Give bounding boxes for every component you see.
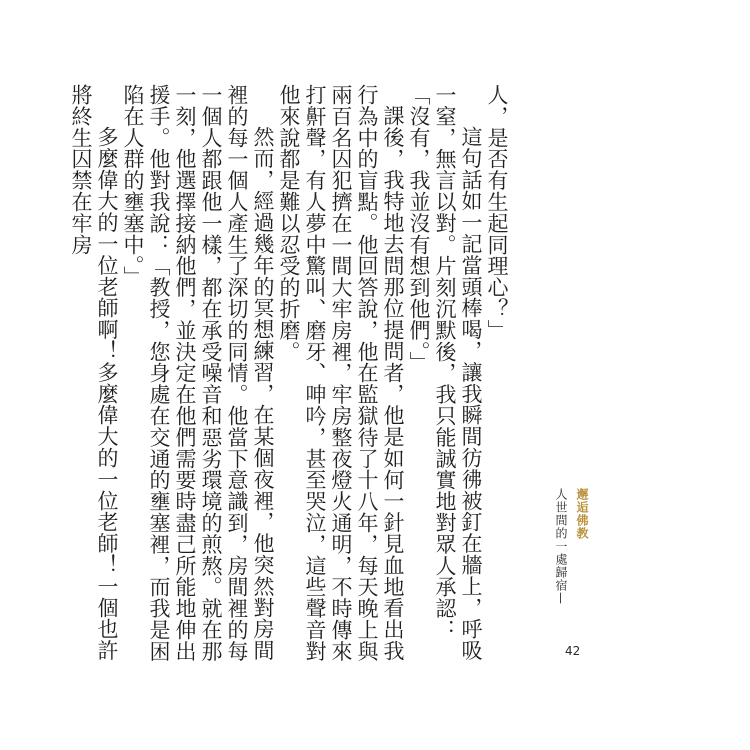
- header-divider: —: [554, 592, 568, 605]
- chapter-header: [553, 488, 570, 668]
- paragraph-4: 然而，經過幾年的冥想練習，在某個夜裡，他突然對房間裡的每一個人產生了深切的同情。他當下意識到，房間裡的每一個人都跟他一樣，都在承受噪音和惡劣環境的煎熬。就在那一刻，他選擇接納他們，並決定在他們需要時盡己所能地伸出援手。他對我說：「教授，您身處在交通的壅塞裡，而我是困陷在人群的壅塞中。」: [121, 84, 275, 662]
- series-title: 邂逅佛教: [575, 488, 589, 540]
- paragraph-5: 多麼偉大的一位老師啊！多麼偉大的一位老師！一個也許將終生囚禁在牢房: [69, 84, 119, 661]
- paragraph-2: 這句話如一記當頭棒喝，讓我瞬間彷彿被釘在牆上，呼吸一窒，無言以對。片刻沉默後，我只能誠實地對眾人承認：「沒有，我並沒有想到他們。」: [407, 84, 483, 661]
- page-number: 42: [565, 644, 581, 658]
- paragraph-1: 人，是否有生起同理心？」: [485, 84, 509, 341]
- body-text: [69, 84, 510, 674]
- running-header: [554, 488, 591, 668]
- paragraph-3: 課後，我特地去問那位提問者，他是如何一針見血地看出我行為中的盲點。他回答說，他在監獄待了十八年，每天晚上與兩百名囚犯擠在一間大牢房裡，牢房整夜燈火通明，不時傳來打鼾聲，有人夢中驚叫、磨牙、呻吟，甚至哭泣，這些聲音對他來說都是難以忍受的折磨。: [277, 84, 405, 662]
- chapter-title: 人世間的一處歸宿: [554, 488, 568, 592]
